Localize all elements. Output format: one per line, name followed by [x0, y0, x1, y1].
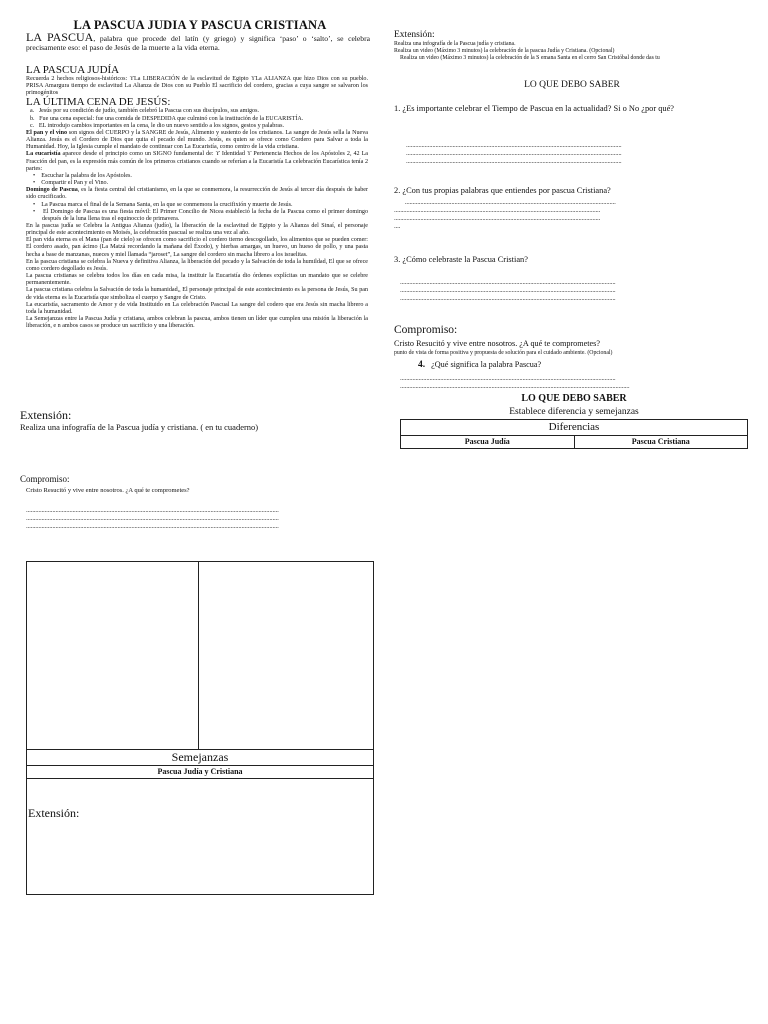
eucaristia-paragraph: [26, 151, 368, 172]
section-heading: LO QUE DEBO SABER: [524, 80, 620, 90]
right-compromiso-text: Cristo Resucitó y vive entre nosotros. ¿A qué te comprometes?: [394, 339, 601, 348]
paragraph-eucaristia: La eucaristía, sacramento de Amor y de vida Instituido en La celebración Pascual La sangre del codero que era Jesús sin macha librero a toda la humanidad.: [26, 301, 368, 315]
question-text: ¿Qué significa la palabra Pascua?: [431, 360, 542, 369]
list-marker: b.: [30, 115, 35, 122]
paragraph-misa: La pascua cristianas se celebra todos los días en cada misa, la instituir la Eucaristía dio órdenes explícitas un mandato que se celebre permanentemente.: [26, 273, 368, 287]
pan-vino-paragraph: [26, 130, 368, 151]
page-title: LA PASCUA JUDIA Y PASCUA CRISTIANA: [73, 18, 327, 32]
bullet-text: La Pascua marca el final de la Semana Santa, en la que se conmemora la crucifixión y muerte de Jesús.: [41, 201, 293, 208]
section-heading: LO QUE DEBO SABER: [521, 393, 627, 404]
bullet-item: • Compartir el Pan y el Vino.: [33, 180, 109, 187]
extension-text: Realiza una infografía de la Pascua judía y cristiana. ( en tu cuaderno): [20, 422, 259, 432]
pan-vino-text: son signos del CUERPO y la SANGRE de Jesús, Alimento y sustento de los cristianos. La sangre de Jesús sella la Nueva Alianza. Jesús es el Cordero de Dios que quita el pecado del mundo. Jesús, es quien se ofrece como Cordero para Salvar a toda la Humanidad. Hoy, la Iglesia cumple el mandato de continuar con La Eucaristía, como centro de la vida cristiana.: [26, 129, 368, 151]
section-subheading: Establece diferencia y semejanzas: [509, 407, 639, 417]
answer-line: ...........................................................................................................................................: [406, 149, 622, 157]
bullet-item: • El Domingo de Pascua es una fiesta móvil: El Primer Concilio de Nicea estableció la fecha de la Pascua como el primer domingo después de la luna llena tras el equinoccio de primavera.: [33, 208, 368, 222]
paragraph-pan-vida: El pan vida eterna es el Mana (pan de cielo) se ofrecen como sacrificio el cordero tierno descogollado, los alimentos que se pueden comer: El cordero asado, pan ácimo (La Matzá recordando la mañana del Éxodo), y hierbas amargas, un huevo, un hueso de pollo, y una pasta hecha a base de manzanas, nueces y miel llamada “jaroset”, La sangre del cordero sin macha librero a los israelitas.: [26, 237, 368, 258]
semejanzas-subtitle: Pascua Judía y Cristiana: [157, 767, 243, 776]
question-number: 4.: [418, 360, 426, 370]
divider: [27, 778, 373, 779]
bullet-text: Compartir el Pan y el Vino.: [41, 180, 109, 187]
answer-line: ........................................................................................................................................: [394, 198, 616, 206]
bullet-text: El Domingo de Pascua es una fiesta móvil: El Primer Concilio de Nicea estableció la fecha de la Pascua como el primer domingo después de la luna llena tras el equinoccio de primavera.: [42, 208, 368, 222]
right-extension-lines: [394, 41, 754, 63]
pascua-judia-heading: LA PASCUA JUDÍA: [26, 64, 120, 76]
extension-line: Realiza un video (Máximo 3 minutos) la celebración de la pascua Judía y Cristiana. (Opcional): [394, 48, 615, 55]
bullet-item: • La Pascua marca el final de la Semana Santa, en la que se conmemora la crucifixión y muerte de Jesús.: [33, 201, 293, 208]
right-extension-title: Extensión:: [394, 30, 435, 40]
domingo-text: , es la fiesta central del cristianismo, en la que se conmemora, la resurrección de Jesús al tercer día después de haber sido crucificado.: [26, 187, 368, 201]
answer-line: ...........................................................................................................................................: [400, 294, 616, 302]
ultima-cena-heading: LA ÚLTIMA CENA DE JESÚS:: [26, 96, 171, 109]
answer-lines[interactable]: [394, 198, 742, 230]
intro-word: LA PASCUA: [26, 30, 94, 44]
paragraph-pascua-judia: En la pascua judía se Celebra la Antigua Alianza (judío), la liberación de la esclavitud de Egipto y la Alianza del Sinaí, el personaje principal de este acontecimiento es Moisés, la celebración pascual se realiza una vez al año.: [26, 222, 368, 237]
table-header-row: [401, 436, 747, 448]
column-header: Pascua Cristiana: [574, 436, 748, 448]
left-content: [26, 56, 368, 330]
right-compromiso-title: Compromiso:: [394, 324, 458, 336]
list-text: EL introdujo cambios importantes en la cena, le dio un nuevo sentido a los signos, gestos y palabras.: [38, 122, 284, 129]
list-item: [26, 116, 368, 123]
list-text: Jesús por su condición de judío, también celebró la Pascua con sus discípulos, sus amigos.: [38, 108, 259, 115]
answer-lines[interactable]: [406, 141, 742, 165]
intro-text: , palabra que procede del latín (y griego) y significa ‘paso’ o ‘salto’, se celebra precisamente eso: el paso de Jesús de la muerte a la vida eterna.: [26, 34, 370, 52]
domingo-paragraph: [26, 187, 368, 201]
answer-lines[interactable]: [400, 278, 742, 302]
differences-table: [400, 419, 748, 449]
semejanzas-title: Semejanzas: [171, 750, 229, 764]
ultima-cena-list: [26, 108, 368, 129]
paragraph-semejanzas: La Semejanzas entre la Pascua Judía y cristiana, ambos celebran la pascua, ambos tienen un líder que cumplen una misión la liberación la liberación, e n ambos casos se produce un sacrificio y una liberación.: [26, 316, 368, 330]
extension-title: Extensión:: [20, 408, 72, 422]
answer-lines[interactable]: [26, 506, 366, 530]
answer-line: ...........................................................................................................................................: [400, 374, 616, 382]
question-3: 3. ¿Cómo celebraste la Pascua Cristian?: [394, 255, 528, 264]
bullet-item: • Escuchar la palabra de los Apóstoles.: [33, 172, 132, 179]
answer-line: ...........................................................................................................................................: [406, 141, 622, 149]
list-item: [26, 108, 368, 115]
comparison-box: [26, 561, 374, 895]
domingo-bullets: [26, 202, 368, 223]
paragraph-salvacion: La pascua cristiana celebra la Salvación de toda la humanidad,, El personaje principal de este acontecimiento es la persona de Jesús, Su pan de vida eterna es la Eucaristía que simboliza el cuerpo y Sangre de Cristo.: [26, 287, 368, 301]
column-header: Pascua Judía: [464, 437, 510, 446]
answer-line: ...........................................................................................................................................: [400, 278, 616, 286]
answer-line: ....................................................................................................................................................: [400, 382, 630, 390]
extension-line: Realiza un video (Máximo 3 minutos) la celebración de la S emana Santa en el cerro San Cristóbal donde das tu: [400, 55, 660, 62]
answer-lines[interactable]: [400, 374, 742, 390]
list-item: [26, 123, 368, 130]
answer-line: ...........................................................................................................................................: [400, 286, 616, 294]
question-4: [418, 360, 541, 370]
box-extension-label: Extensión:: [28, 806, 80, 820]
answer-line: ...........................................................................................................................................: [406, 157, 622, 165]
answer-line: .....................................................................................................................................: [394, 214, 601, 222]
answer-line: ...................................................................................................................................................................: [26, 506, 279, 514]
question-1: 1. ¿Es importante celebrar el Tiempo de Pascua en la actualidad? Si o No ¿por qué?: [394, 104, 675, 113]
paragraph-pascua-cristiana: En la pascua cristiana se celebra la Nueva y definitiva Alianza, la liberación del pecado y la Salvación de toda la humildad, El que se ofrece como cordero degollado es Jesús.: [26, 258, 368, 272]
intro-paragraph: [26, 30, 370, 52]
question-2: 2. ¿Con tus propias palabras que entiendes por pascua Cristiana?: [394, 186, 611, 195]
domingo-bold: Domingo de Pascua: [26, 187, 78, 194]
bullet-text: Escuchar la palabra de los Apóstoles.: [41, 172, 132, 179]
divider: [27, 765, 373, 766]
pascua-judia-text: Recuerda 2 hechos religiosos-históricos: ϒLa LIBERACIÓN de la esclavitud de Egipto ϒLa ALIANZA que hizo Dios con su pueblo. PRISA Amargura tiempo de esclavitud La Alianza de Dios con su Pueblo El sacrificio del cordero, gracias a cuya sangre se salvaron los primogénitos: [26, 76, 368, 97]
list-marker: c.: [30, 122, 35, 129]
list-marker: a.: [30, 108, 35, 115]
answer-line: ...................................................................................................................................................................: [26, 522, 279, 530]
extension-line: Realiza una infografía de la Pascua judía y cristiana.: [394, 41, 516, 47]
eucaristia-bullets: [26, 173, 368, 187]
answer-line: .....................................................................................................................................: [394, 206, 601, 214]
table-title: Diferencias: [401, 420, 747, 436]
list-text: Fue una cena especial: fue una comida de DESPEDIDA que culminó con la institución de la EUCARISTÍA.: [39, 115, 304, 122]
divider: [198, 562, 199, 749]
pan-vino-bold: El pan y el vino: [26, 129, 68, 136]
eucaristia-text: aparece desde el principio como un SIGNO fundamental de: ϒ Identidad ϒ Pertenencia Hechos de los Apóstoles 2, 42 La Fracción del pan, es la expresión más común de los primeros cristianos cuando se referían a la Eucaristía La celebración Eucarística tenía 2 partes:: [26, 151, 368, 172]
compromiso-title: Compromiso:: [20, 474, 70, 484]
answer-line: ....: [394, 222, 401, 230]
answer-line: ...................................................................................................................................................................: [26, 514, 279, 522]
eucaristia-bold: La eucaristía: [26, 151, 61, 158]
right-compromiso-note: punto de vista de forma positiva y propuesta de solución para el cuidado ambiente. (Opcional): [394, 350, 613, 356]
compromiso-text: Cristo Resucitó y vive entre nosotros. ¿A qué te comprometes?: [26, 487, 190, 494]
